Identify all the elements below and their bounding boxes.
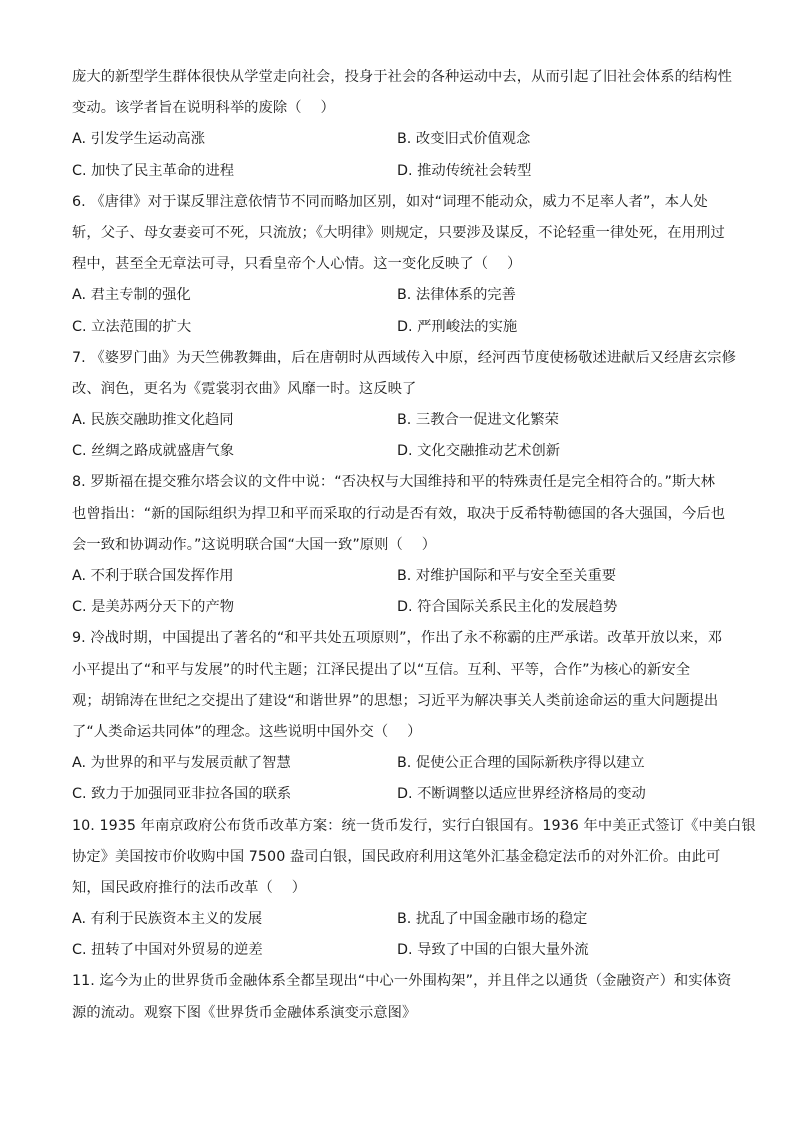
question-text-line: 庞大的新型学生群体很快从学堂走向社会，投身于社会的各种运动中去，从而引起了旧社会体系的结构性 <box>72 69 732 85</box>
option-b[interactable]: B. 对维护国际和平与安全至关重要 <box>397 568 617 584</box>
options-row <box>72 156 724 187</box>
question-text-line: 协定》美国按市价收购中国 7500 盎司白银，国民政府利用这笔外汇基金稳定法币的对外汇价。由此可 <box>72 848 721 865</box>
option-c[interactable]: C. 加快了民主革命的进程 <box>72 162 235 179</box>
question-7 <box>72 343 736 468</box>
question-text-line: 小平提出了“和平与发展”的时代主题；江泽民提出了以“互信。互利、平等，合作”为核心的新安全 <box>72 661 691 678</box>
option-a[interactable]: A. 为世界的和平与发展贡献了智慧 <box>72 755 291 772</box>
question-5 <box>72 62 732 187</box>
question-text-line: 源的流动。观察下图《世界货币金融体系演变示意图》 <box>72 1004 417 1021</box>
option-a[interactable]: A. 引发学生运动高涨 <box>72 131 205 148</box>
option-c[interactable]: C. 扭转了中国对外贸易的逆差 <box>72 942 263 959</box>
option-b[interactable]: B. 扰乱了中国金融市场的稳定 <box>397 911 588 928</box>
options-row <box>72 779 724 810</box>
question-text-line: 6. 《唐律》对于谋反罪注意依情节不同而略加区别，如对“词理不能动众，威力不足率人者”，本人处 <box>72 193 708 210</box>
option-b[interactable]: B. 三教合一促进文化繁荣 <box>397 412 559 429</box>
question-text-line: 8. 罗斯福在提交雅尔塔会议的文件中说：“否决权与大国维持和平的特殊责任是完全相符合的。”斯大林 <box>72 474 716 491</box>
option-d[interactable]: D. 文化交融推动艺术创新 <box>397 443 561 460</box>
question-11 <box>72 966 732 1028</box>
option-d[interactable]: D. 导致了中国的白银大量外流 <box>397 942 589 959</box>
option-b[interactable]: B. 促使公正合理的国际新秩序得以建立 <box>397 755 645 772</box>
question-text-line: 7. 《婆罗门曲》为天竺佛教舞曲，后在唐朝时从西域传入中原，经河西节度使杨敬述进献后又经唐玄宗修 <box>72 349 736 366</box>
options-row <box>72 561 724 592</box>
option-b[interactable]: B. 改变旧式价值观念 <box>397 131 531 148</box>
question-text-line: 也曾指出：“新的国际组织为捍卫和平而采取的行动是否有效，取决于反希特勒德国的各大强国，今后也 <box>72 505 726 522</box>
option-a[interactable]: A. 有利于民族资本主义的发展 <box>72 911 263 928</box>
options-row <box>72 280 724 311</box>
question-text-line: 10. 1935 年南京政府公布货币改革方案：统一货币发行，实行白银国有。1936 年中美正式签订《中美白银 <box>72 817 756 834</box>
question-text-line: 了“人类命运共同体”的理念。这些说明中国外交（ ） <box>72 723 422 740</box>
options-row <box>72 592 724 623</box>
question-text-line: 变动。该学者旨在说明科举的废除（ ） <box>72 100 335 117</box>
option-b[interactable]: B. 法律体系的完善 <box>397 287 516 304</box>
option-d[interactable]: D. 符合国际关系民主化的发展趋势 <box>397 599 618 616</box>
question-text-line: 知，国民政府推行的法币改革（ ） <box>72 879 307 896</box>
options-row <box>72 405 724 436</box>
option-c[interactable]: C. 致力于加强同亚非拉各国的联系 <box>72 786 292 803</box>
options-row <box>72 904 724 935</box>
question-10 <box>72 811 756 967</box>
question-text-line: 9. 冷战时期，中国提出了著名的“和平共处五项原则”，作出了永不称霸的庄严承诺。改革开放以来，邓 <box>72 630 723 647</box>
option-d[interactable]: D. 推动传统社会转型 <box>397 162 532 179</box>
option-a[interactable]: A. 君主专制的强化 <box>72 287 191 304</box>
question-text-line: 观；胡锦涛在世纪之交提出了建设“和谐世界”的思想；习近平为解决事关人类前途命运的重大问题提出 <box>72 692 719 709</box>
option-c[interactable]: C. 是美苏两分天下的产物 <box>72 599 235 616</box>
exam-page <box>72 62 756 1029</box>
option-d[interactable]: D. 不断调整以适应世界经济格局的变动 <box>397 786 646 803</box>
question-text-line: 改、润色，更名为《霓裳羽衣曲》风靡一时。这反映了 <box>72 380 417 397</box>
question-9 <box>72 623 724 810</box>
option-a[interactable]: A. 不利于联合国发挥作用 <box>72 568 234 584</box>
options-row <box>72 748 724 779</box>
options-row <box>72 935 724 966</box>
question-text-line: 程中，甚至全无章法可寻，只看皇帝个人心情。这一变化反映了（ ） <box>72 256 522 273</box>
question-text-line: 斩，父子、母女妻妾可不死，只流放；《大明律》则规定，只要涉及谋反，不论轻重一律处死，在用刑过 <box>72 224 725 241</box>
question-6 <box>72 187 724 343</box>
options-row <box>72 124 724 155</box>
option-c[interactable]: C. 立法范围的扩大 <box>72 318 192 335</box>
option-a[interactable]: A. 民族交融助推文化趋同 <box>72 412 234 429</box>
options-row <box>72 312 724 343</box>
options-row <box>72 436 724 467</box>
option-d[interactable]: D. 严刑峻法的实施 <box>397 318 518 335</box>
option-c[interactable]: C. 丝绸之路成就盛唐气象 <box>72 443 235 460</box>
question-8 <box>72 467 724 623</box>
question-text-line: 11. 迄今为止的世界货币金融体系全都呈现出“中心一外围构架”，并且伴之以通货（金融资产）和实体资 <box>72 973 732 990</box>
question-text-line: 会一致和协调动作。”这说明联合国“大国一致”原则（ ） <box>72 536 437 553</box>
